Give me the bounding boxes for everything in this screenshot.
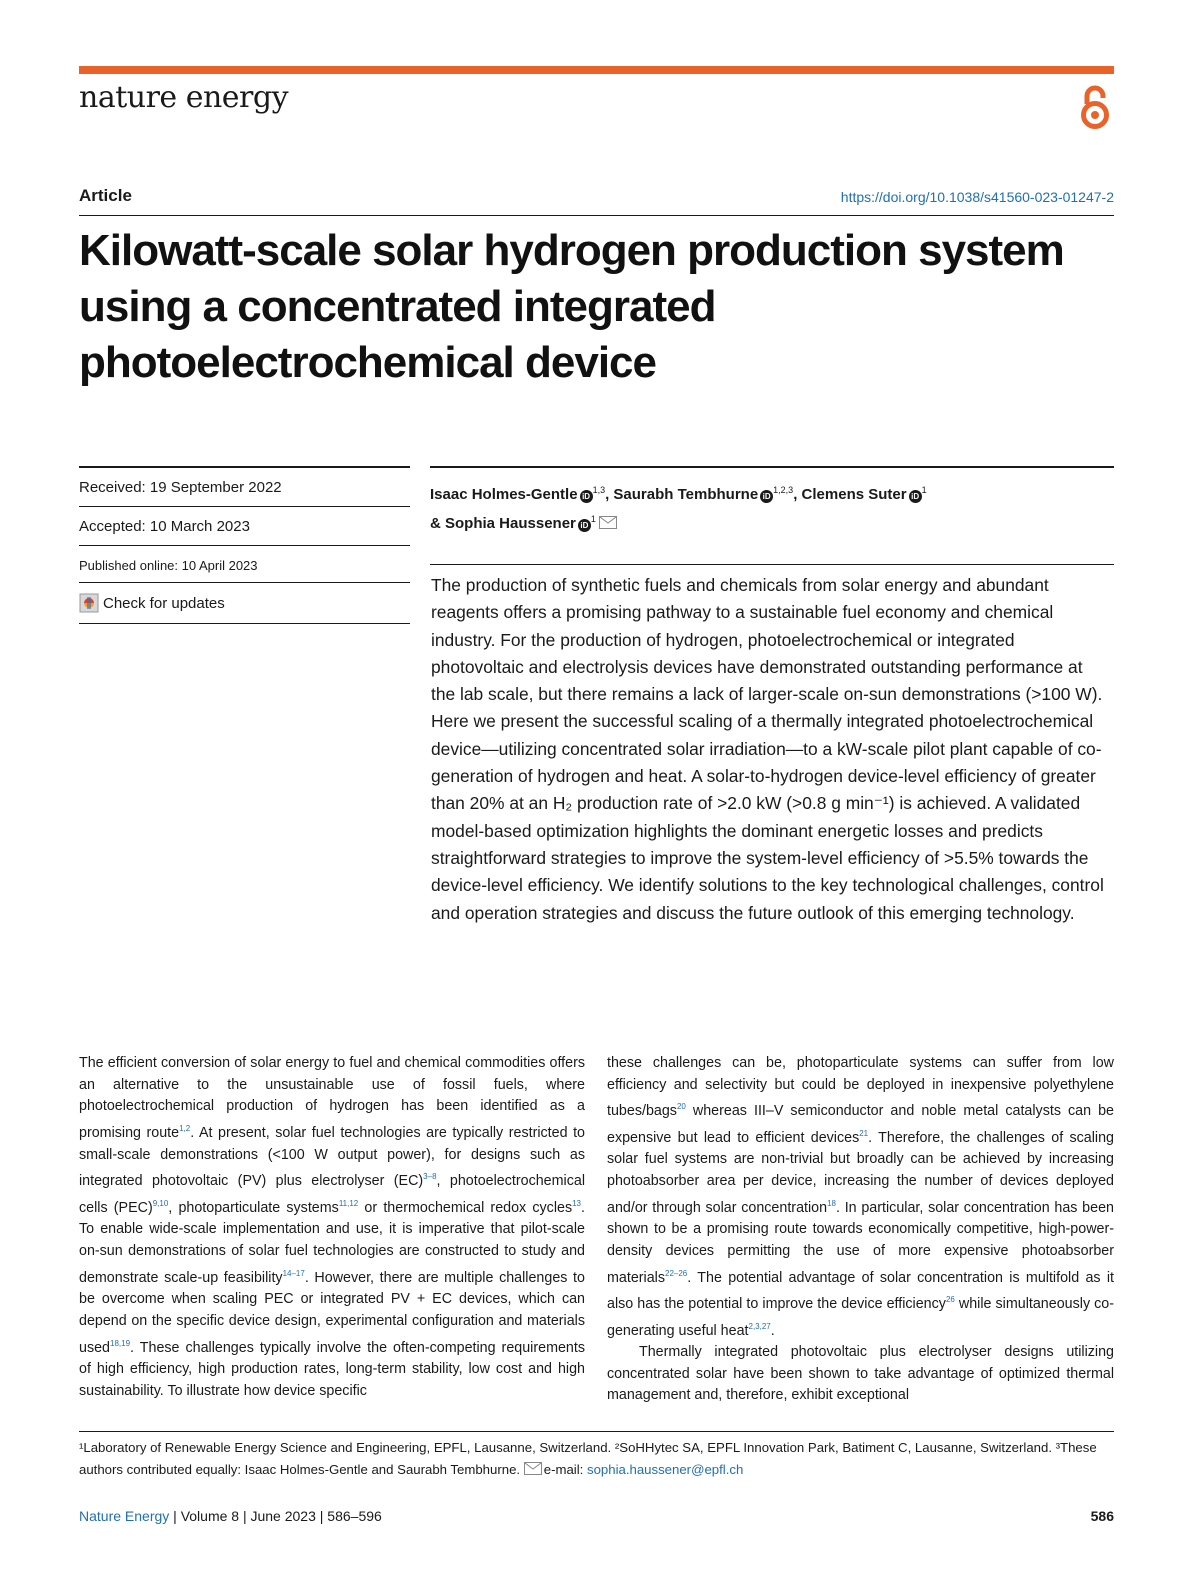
check-updates-label: Check for updates — [103, 594, 225, 612]
article-type: Article — [79, 186, 132, 205]
citation-link[interactable]: 18 — [827, 1198, 836, 1208]
journal-logo: nature energy — [79, 80, 289, 115]
author-name[interactable]: Sophia Haussener — [445, 515, 576, 532]
received-date: Received: 19 September 2022 — [79, 468, 410, 507]
citation-link[interactable]: 3–8 — [423, 1172, 437, 1182]
accepted-date: Accepted: 10 March 2023 — [79, 507, 410, 546]
envelope-icon — [524, 1462, 542, 1475]
author-separator: , — [793, 486, 802, 503]
footer-citation — [79, 1508, 382, 1524]
check-updates-icon — [79, 593, 99, 613]
affiliations — [79, 1437, 1119, 1480]
citation-link[interactable]: 2,3,27 — [748, 1321, 771, 1331]
citation-link[interactable]: 1,2 — [179, 1124, 191, 1134]
paragraph: Thermally integrated photovoltaic plus electrolyser designs utilizing concentrated solar have been shown to take advantage of optimized thermal management and, therefore, exhibit exceptional — [607, 1344, 1114, 1404]
citation-link[interactable]: 22–26 — [665, 1268, 688, 1278]
body-text: these challenges can be, photoparticulate systems can suffer from low efficiency and selectivity but could be deployed in inexpensive polyethylene tubes/bags — [607, 1055, 1114, 1120]
citation-link[interactable]: 11,12 — [338, 1198, 359, 1208]
email-label: e-mail: — [543, 1461, 587, 1477]
citation-link[interactable]: 20 — [676, 1102, 686, 1112]
paragraph — [607, 1053, 1114, 1342]
divider — [79, 215, 1114, 216]
author-name[interactable]: Isaac Holmes-Gentle — [430, 486, 578, 503]
published-date: Published online: 10 April 2023 — [79, 546, 410, 583]
article-meta — [79, 466, 410, 624]
divider — [79, 1431, 1114, 1432]
author-affiliation: 1 — [590, 514, 596, 524]
body-text: . However, there are multiple challenges to be overcome when scaling PEC or integrated PV + EC devices, which can depend on the specific device design, experimental configuration and materials used — [79, 1269, 585, 1356]
orcid-icon[interactable]: iD — [760, 490, 773, 503]
body-text: whereas III–V semiconductor and noble metal catalysts can be expensive but lead to efficient devices — [607, 1103, 1114, 1146]
body-text: The efficient conversion of solar energy to fuel and chemical commodities offers an alternative to the unsustainable use of fossil fuels, where photoelectrochemical production of hydrogen has been identified as a promising route — [79, 1055, 585, 1141]
check-updates-button[interactable] — [79, 583, 410, 624]
author-list — [430, 468, 1114, 536]
citation-link[interactable]: 18,19 — [110, 1338, 131, 1348]
affiliation-text: ¹Laboratory of Renewable Energy Science and Engineering, EPFL, Lausanne, Switzerland. ²SoHHytec SA, EPFL Innovation Park, Batiment C, Lausanne, Switzerland. ³These authors contributed equally: Isaac Holmes-Gentle and Saurabh Tembhurne. — [79, 1440, 1097, 1477]
footer-journal-link[interactable]: Nature Energy — [79, 1508, 170, 1524]
author-affiliation: 1,2,3 — [773, 485, 794, 495]
body-text: . In particular, solar concentration has been shown to be a promising route towards economically competitive, high-power-density devices permitting the use of more expensive photoabsorber materials — [607, 1199, 1114, 1286]
author-name[interactable]: Clemens Suter — [801, 486, 907, 503]
envelope-icon[interactable] — [599, 516, 617, 529]
author-affiliation: 1 — [921, 485, 927, 495]
body-text: while simultaneously co-generating useful heat — [607, 1295, 1115, 1339]
citation-link[interactable]: 13 — [572, 1198, 582, 1208]
doi-link[interactable]: https://doi.org/10.1038/s41560-023-01247-2 — [840, 189, 1114, 205]
citation-link[interactable]: 21 — [859, 1128, 869, 1138]
body-text: , photoelectrochemical cells (PEC) — [79, 1173, 585, 1216]
author-ampersand: & — [430, 515, 445, 532]
author-name[interactable]: Saurabh Tembhurne — [613, 486, 759, 503]
orcid-icon[interactable]: iD — [578, 519, 591, 532]
orcid-icon[interactable]: iD — [909, 490, 922, 503]
body-text: . The potential advantage of solar concentration is multifold as it also has the potential to improve the device efficiency — [607, 1269, 1114, 1312]
author-separator: , — [605, 486, 614, 503]
body-column-right — [607, 1053, 1114, 1407]
abstract: The production of synthetic fuels and chemicals from solar energy and abundant reagents offers a promising pathway to a sustainable fuel economy and chemical industry. For the production of hydrogen, photoelectrochemical or integrated photovoltaic and electrolysis devices have demonstrated outstanding performance at the lab scale, but there remains a lack of larger-scale on-sun demonstrations (>100 W). Here we present the successful scaling of a thermally integrated photoelectrochemical device—utilizing concentrated solar irradiation—to a kW-scale pilot plant capable of co-generation of hydrogen and heat. A solar-to-hydrogen device-level efficiency of greater than 20% at an H₂ production rate of >2.0 kW (>0.8 g min⁻¹) is achieved. A validated model-based optimization highlights the dominant energetic losses and predicts straightforward strategies to improve the system-level efficiency of >5.5% towards the device-level efficiency. We identify solutions to the key technological challenges, control and operation strategies and discuss the future outlook of this emerging technology. — [431, 575, 1104, 923]
body-text: . Therefore, the challenges of scaling solar fuel systems are non-trivial but broadly can be achieved by increasing photoabsorber area per device, increasing the number of devices deployed and/or through solar concentration — [607, 1129, 1114, 1216]
author-block — [430, 466, 1114, 536]
body-column-left — [79, 1053, 585, 1402]
footer-volume: | Volume 8 | June 2023 | 586–596 — [169, 1508, 382, 1524]
article-title: Kilowatt-scale solar hydrogen production system using a concentrated integrated photoelectrochemical device — [79, 226, 1064, 387]
body-text: . These challenges typically involve the often-competing requirements of high efficiency, high production rates, long-term stability, low cost and high sustainability. To illustrate how device specific — [79, 1339, 585, 1399]
email-link[interactable]: sophia.haussener@epfl.ch — [586, 1461, 744, 1477]
orcid-icon[interactable]: iD — [580, 490, 593, 503]
body-text: . To enable wide-scale implementation and use, it is imperative that pilot-scale on-sun demonstrations of solar fuel technologies are constructed to study and demonstrate scale-up feasibility — [79, 1199, 585, 1286]
open-access-lock-icon — [1078, 84, 1112, 130]
citation-link[interactable]: 9,10 — [152, 1198, 169, 1208]
accent-bar — [79, 66, 1114, 74]
citation-link[interactable]: 26 — [945, 1295, 955, 1305]
body-text: . — [770, 1322, 775, 1339]
citation-link[interactable]: 14–17 — [282, 1268, 305, 1278]
body-text: . At present, solar fuel technologies are typically restricted to small-scale demonstrations (<100 W output power), for designs such as integrated photovoltaic (PV) plus electrolyser (EC) — [79, 1124, 585, 1190]
author-affiliation: 1,3 — [592, 485, 606, 495]
page-number: 586 — [1090, 1508, 1114, 1524]
divider — [430, 564, 1114, 565]
body-text: or thermochemical redox cycles — [358, 1199, 573, 1216]
body-text: , photoparticulate systems — [168, 1199, 339, 1216]
